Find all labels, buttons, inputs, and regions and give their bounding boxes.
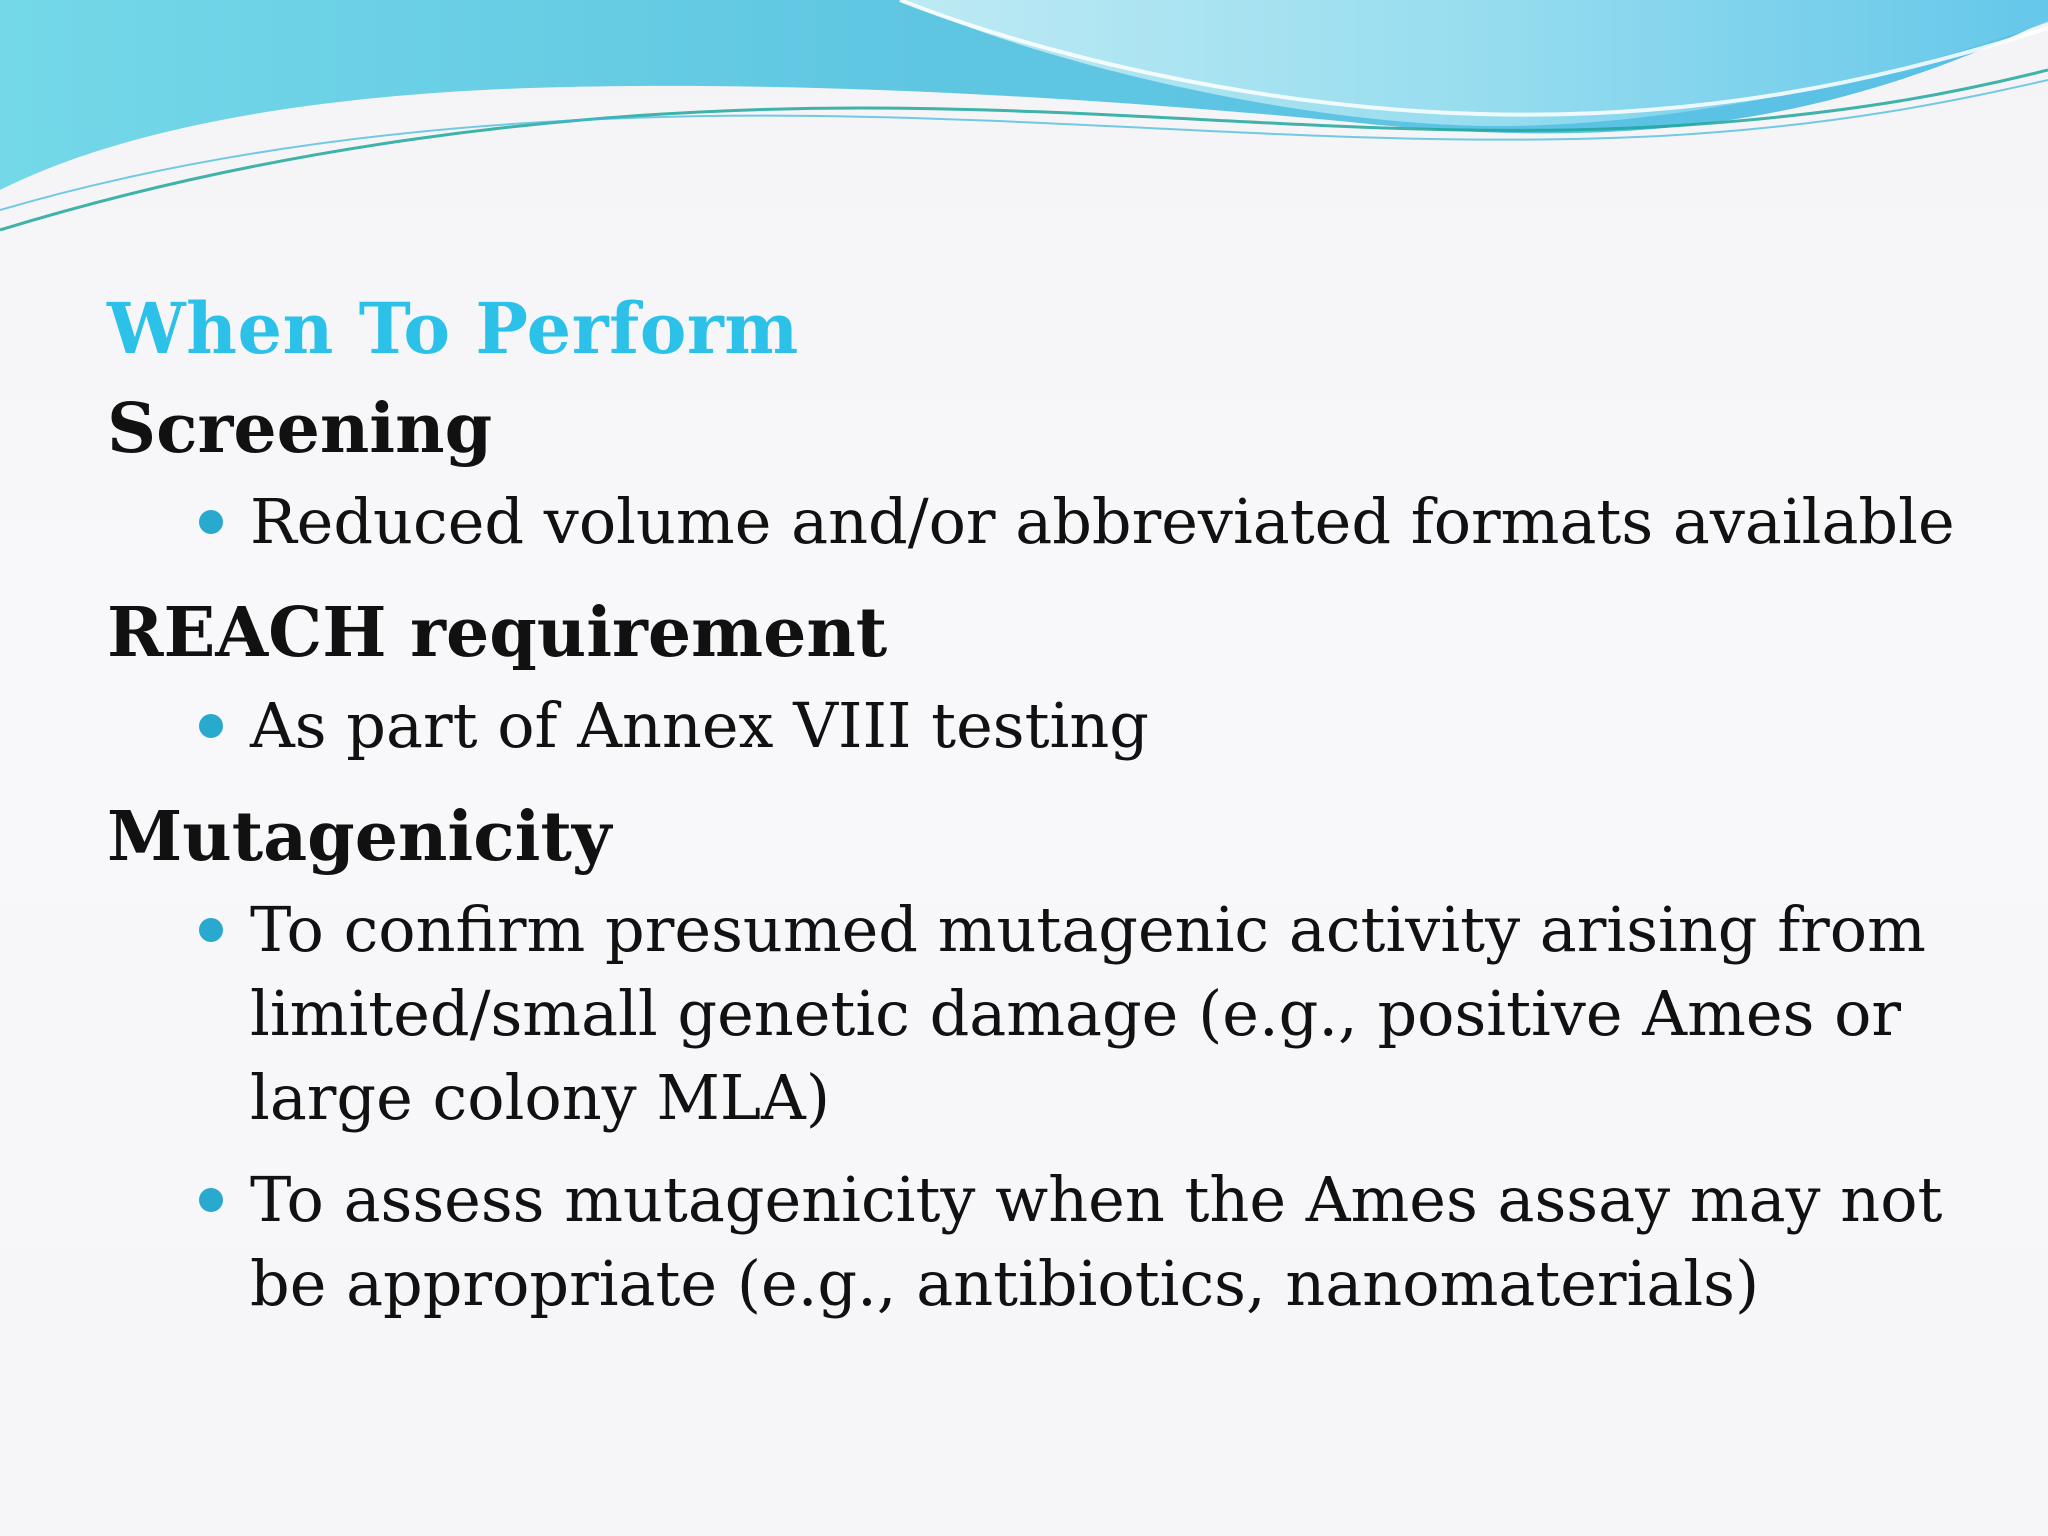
bullet-dot-icon	[199, 918, 223, 942]
bullet-dot-icon	[199, 1188, 223, 1212]
bullet-text: To confirm presumed mutagenic activity arising from limited/small genetic damage (e.g., positive Ames or large colony MLA)	[250, 893, 1926, 1134]
bullet-item	[107, 1158, 1967, 1326]
bullet-item	[107, 480, 1967, 564]
bullet-dot-icon	[199, 714, 223, 738]
bullet-list-reach	[107, 684, 1967, 768]
bullet-item	[107, 684, 1967, 768]
section-heading-mutagenicity: Mutagenicity	[107, 797, 612, 877]
bullet-list-mutagenicity	[107, 888, 1967, 1326]
bullet-text: To assess mutagenicity when the Ames assay may not be appropriate (e.g., antibiotics, nanomaterials)	[250, 1163, 1943, 1320]
section-heading-screening: Screening	[107, 389, 493, 469]
bullet-text: Reduced volume and/or abbreviated formats available	[250, 485, 1955, 558]
slide-content	[107, 280, 1967, 1344]
slide-title: When To Perform	[107, 287, 799, 370]
bullet-item	[107, 888, 1967, 1140]
section-heading-reach: REACH requirement	[107, 593, 888, 673]
bullet-list-screening	[107, 480, 1967, 564]
header-wave-decoration	[0, 0, 2048, 240]
bullet-text: As part of Annex VIII testing	[250, 689, 1149, 762]
bullet-dot-icon	[199, 510, 223, 534]
